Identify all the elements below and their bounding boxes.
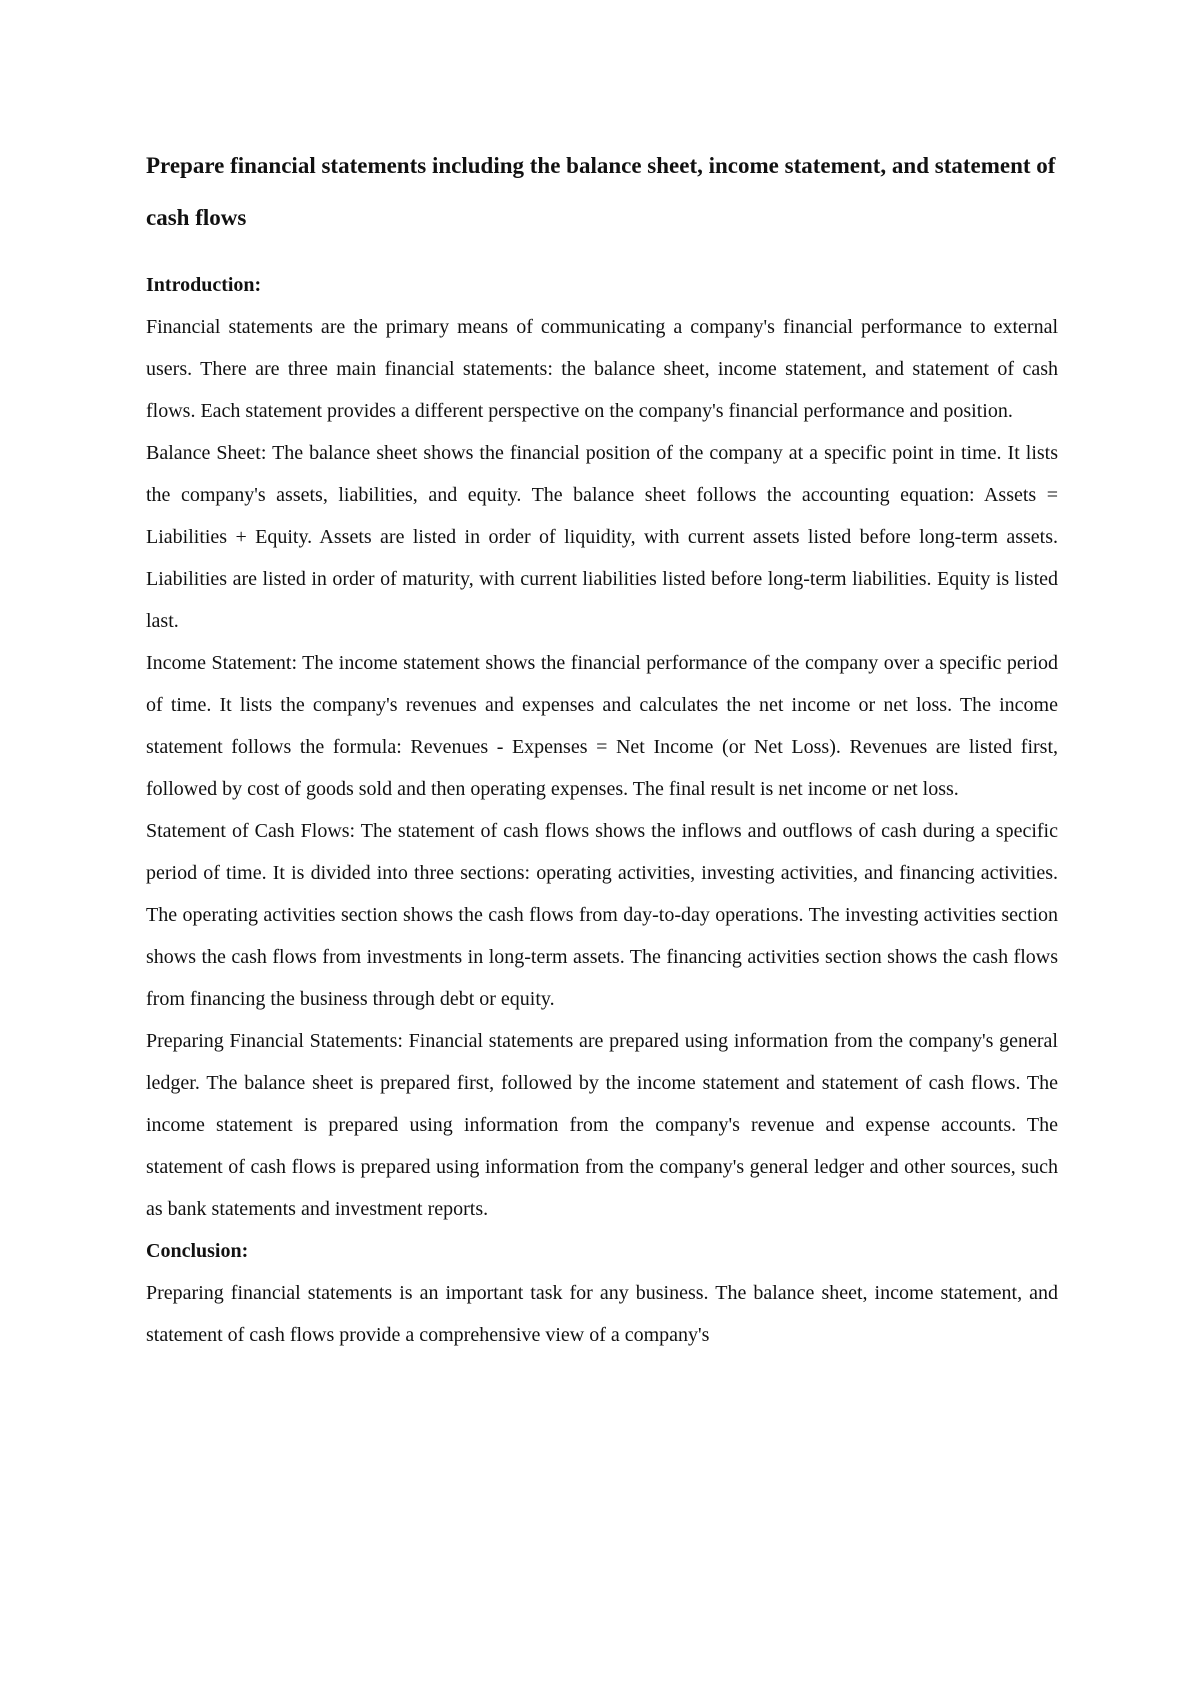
paragraph-preparing: Preparing Financial Statements: Financial statements are prepared using information from the company's general ledger. The balance sheet is prepared first, followed by the income statement and statement of cash flows. The income statement is prepared using information from the company's revenue and expense accounts. The statement of cash flows is prepared using information from the company's general ledger and other sources, such as bank statements and investment reports. xyxy=(146,1030,1058,1220)
paragraph-conclusion: Preparing financial statements is an important task for any business. The balance sheet, income statement, and statement of cash flows provide a comprehensive view of a company's xyxy=(146,1282,1058,1346)
paragraph-income-statement: Income Statement: The income statement shows the financial performance of the company over a specific period of time. It lists the company's revenues and expenses and calculates the net income or net loss. The income statement follows the formula: Revenues - Expenses = Net Income (or Net Loss). Revenues are listed first, followed by cost of goods sold and then operating expenses. The final result is net income or net loss. xyxy=(146,652,1058,800)
paragraph-intro: Financial statements are the primary means of communicating a company's financial performance to external users. There are three main financial statements: the balance sheet, income statement, and statement of cash flows. Each statement provides a different perspective on the company's financial performance and position. xyxy=(146,316,1058,422)
paragraph-cash-flows: Statement of Cash Flows: The statement of cash flows shows the inflows and outflows of cash during a specific period of time. It is divided into three sections: operating activities, investing activities, and financing activities. The operating activities section shows the cash flows from day-to-day operations. The investing activities section shows the cash flows from investments in long-term assets. The financing activities section shows the cash flows from financing the business through debt or equity. xyxy=(146,820,1058,1010)
introduction-heading: Introduction: xyxy=(146,274,262,296)
document-title: Prepare financial statements including the balance sheet, income statement, and statement of cash flows xyxy=(146,153,1056,230)
paragraph-balance-sheet: Balance Sheet: The balance sheet shows the financial position of the company at a specific point in time. It lists the company's assets, liabilities, and equity. The balance sheet follows the accounting equation: Assets = Liabilities + Equity. Assets are listed in order of liquidity, with current assets listed before long-term assets. Liabilities are listed in order of maturity, with current liabilities listed before long-term liabilities. Equity is listed last. xyxy=(146,442,1058,632)
conclusion-heading: Conclusion: xyxy=(146,1240,249,1262)
document-body xyxy=(146,140,1058,1356)
